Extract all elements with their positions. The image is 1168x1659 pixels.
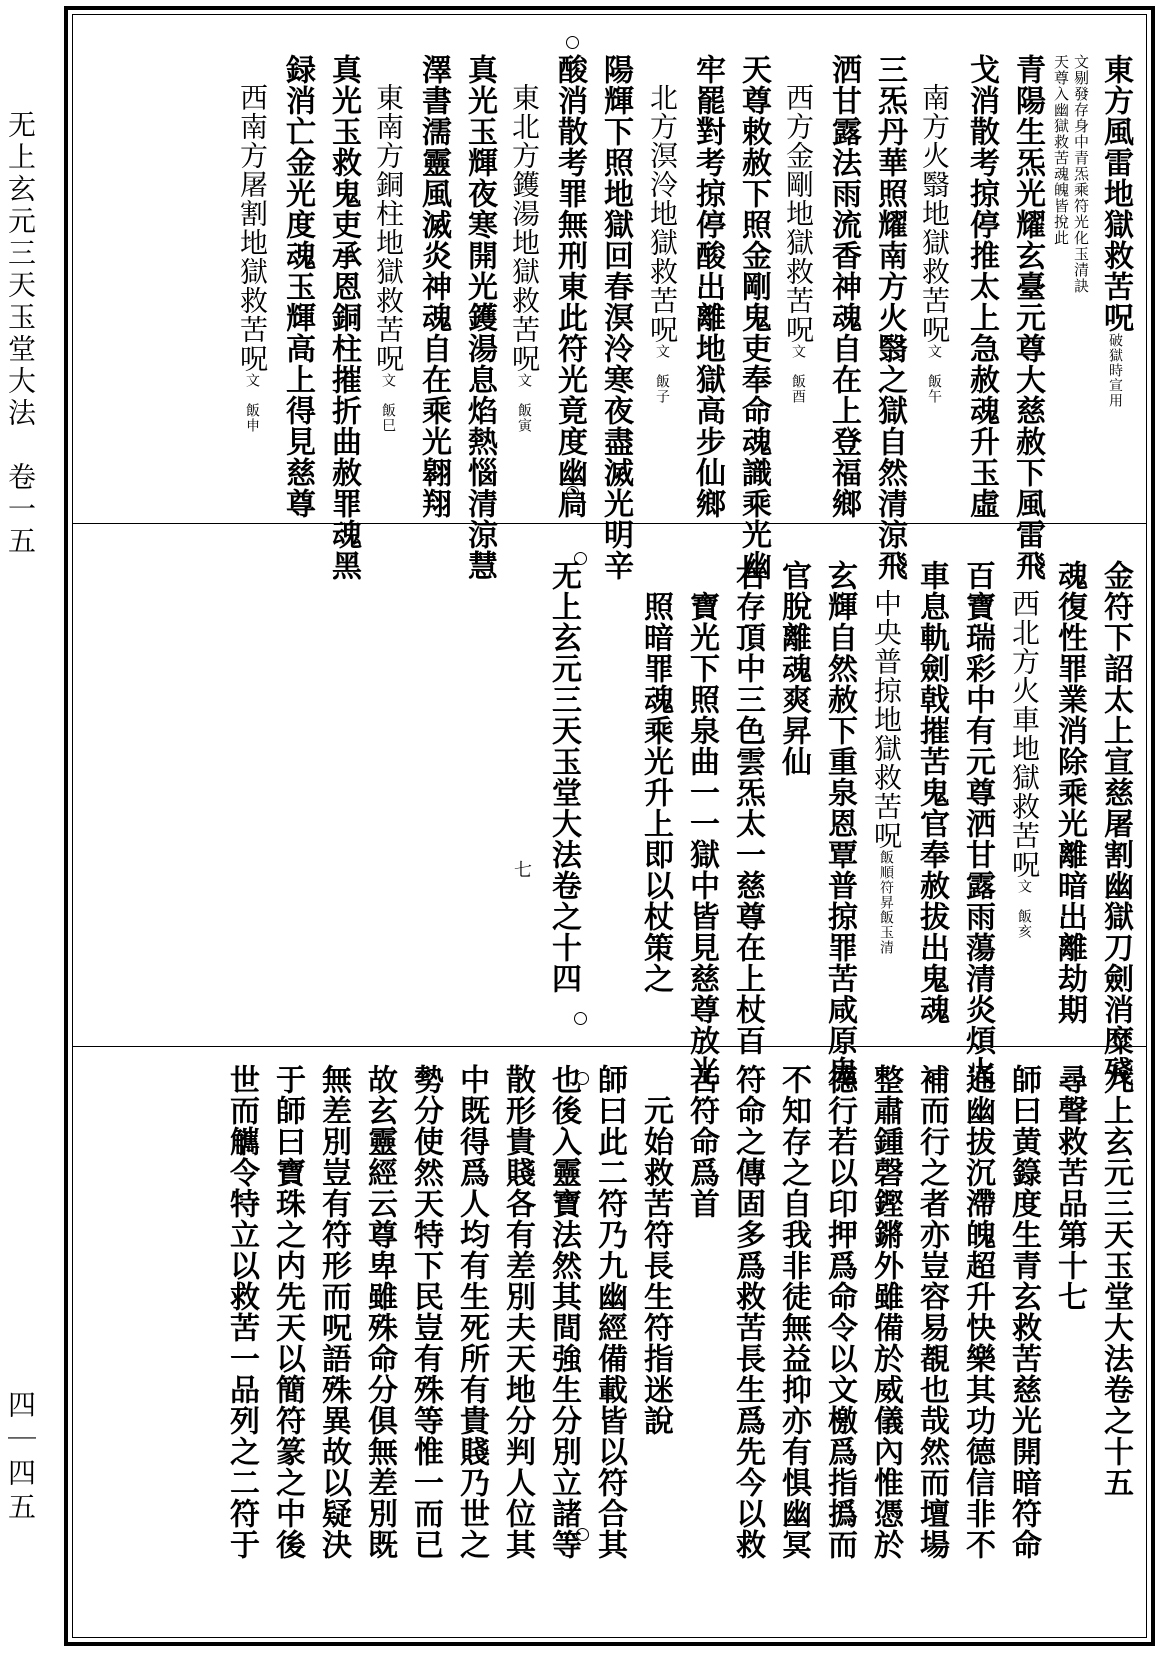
column: 官脫離魂爽昇仙 (776, 560, 811, 777)
column: 中既得爲人均有生死所有貴賤乃世之 (454, 1064, 489, 1560)
column: 勢分使然天特下民豈有殊等惟一而已 (408, 1064, 443, 1560)
column: 元始救苦符長生符指迷說 (638, 1064, 673, 1436)
column: 苦符命爲首 (684, 1064, 719, 1219)
column: 天尊入幽獄救苦魂魄皆挩此 (1052, 54, 1070, 246)
column: 師曰黄籙度生青玄救苦慈光開暗符命 (1006, 1064, 1041, 1560)
column: 東方風雷地獄救苦呪破獄時宣用 (1098, 54, 1133, 408)
margin-title: 无上玄元三天玉堂大法 卷一五 (4, 110, 37, 558)
column: 七 (511, 860, 532, 879)
column: 西方金剛地獄救苦呪文 飯酉 (782, 54, 815, 404)
column: 三炁丹華照耀南方火翳之獄自然清涼飛 (872, 54, 907, 581)
column: 文剔發存身中青炁乘符光化玉清訣 (1072, 54, 1090, 294)
circle-marker (566, 36, 579, 49)
column: 于師曰寶珠之内先天以簡符篆之中後 (270, 1064, 305, 1560)
column: 魂復性罪業消除乘光離暗出離劫期 (1052, 560, 1087, 1025)
column: 東南方銅柱地獄救苦呪文 飯巳 (372, 54, 405, 433)
column: 補而行之者亦豈容易覩也哉然而壇場 (914, 1064, 949, 1560)
panel-bottom (110, 1064, 1133, 1634)
column: 尋聲救苦品第十七 (1052, 1064, 1087, 1312)
column: 德行若以印押爲命令以文檄爲指撝而 (822, 1064, 857, 1560)
column: 酸消散考罪無刑東此符光竟度幽扃 (552, 54, 587, 519)
column: 也後入靈寶法然其間強生分別立諸等 (546, 1064, 581, 1560)
column: 中央普掠地獄救苦呪飯順符昇飯玉清 (870, 560, 903, 955)
column: 散形貴賤各有差別夫天地分判人位其 (500, 1064, 535, 1560)
column: 无上玄元三天玉堂大法卷之十四 (546, 560, 581, 994)
column: 真光玉輝夜寒開光鑊湯息焰熱惱清涼慧 (462, 54, 497, 581)
column: 南方火翳地獄救苦呪文 飯午 (918, 54, 951, 404)
column: 戈消散考掠停推太上急赦魂升玉虛 (964, 54, 999, 519)
margin-page-number: 四｜四五 (4, 1390, 37, 1526)
column: 西南方屠割地獄救苦呪文 飯申 (236, 54, 269, 433)
column: 金符下詔太上宣慈屠割幽獄刀劍消糜殘 (1098, 560, 1133, 1087)
column: 九上玄元三天玉堂大法卷之十五 (1098, 1064, 1133, 1498)
column: 不知存之自我非徒無益抑亦有惧幽冥 (776, 1064, 811, 1560)
column: 北方溟泠地獄救苦呪文 飯子 (646, 54, 679, 404)
column: 右存頂中三色雲炁太一慈尊在上杖百 (730, 560, 765, 1056)
column: 澤書濡靈風滅炎神魂自在乘光翱翔 (416, 54, 451, 519)
column: 寶光下照泉曲一一獄中皆見慈尊放光 (684, 560, 719, 1087)
column: 青陽生炁光耀玄臺元尊大慈赦下風雷飛 (1010, 54, 1045, 581)
column: 師曰此二符乃九幽經備載皆以符合其 (592, 1064, 627, 1560)
column: 整肅鍾磬鏗鏘外雖備於威儀內惟憑於 (868, 1064, 903, 1560)
column: 真光玉救鬼吏承恩銅柱摧折曲赦罪魂黑 (326, 54, 361, 581)
column: 洒甘露法雨流香神魂自在上登福鄉 (826, 54, 861, 519)
column: 無差別豈有符形而呪語殊異故以疑決 (316, 1064, 351, 1560)
column: 世而觽令特立以救苦一品列之二符于 (224, 1064, 259, 1560)
column: 玄輝自然赦下重泉恩覃普掠罪苦咸原鬼 (822, 560, 857, 1087)
column: 照暗罪魂乘光升上即以杖策之 (638, 560, 673, 994)
panel-middle (110, 560, 1133, 1087)
column: 天尊敕赦下照金剛鬼吏奉命魂識乘光幽 (736, 54, 771, 581)
panel-top (110, 54, 1133, 581)
column: 西北方火車地獄救苦呪文 飯亥 (1008, 560, 1041, 939)
column: 符命之傳固多爲救苦長生爲先今以救 (730, 1064, 765, 1560)
column: 牢罷對考掠停酸出離地獄高步仙鄉 (690, 54, 725, 519)
column: 通幽拔沉滯魄超升快樂其功德信非不 (960, 1064, 995, 1560)
column: 陽輝下照地獄回春溟泠寒夜盡滅光明辛 (598, 54, 633, 581)
column: 車息軌劍戟摧苦鬼官奉赦拔出鬼魂 (914, 560, 949, 1025)
column: 故玄靈經云尊卑雖殊命分俱無差別既 (362, 1064, 397, 1560)
column: 百寶瑞彩中有元尊洒甘露雨蕩清炎煩火 (960, 560, 995, 1087)
column: 録消亡金光度魂玉輝高上得見慈尊 (280, 54, 315, 519)
column: 東北方鑊湯地獄救苦呪文 飯寅 (508, 54, 541, 433)
